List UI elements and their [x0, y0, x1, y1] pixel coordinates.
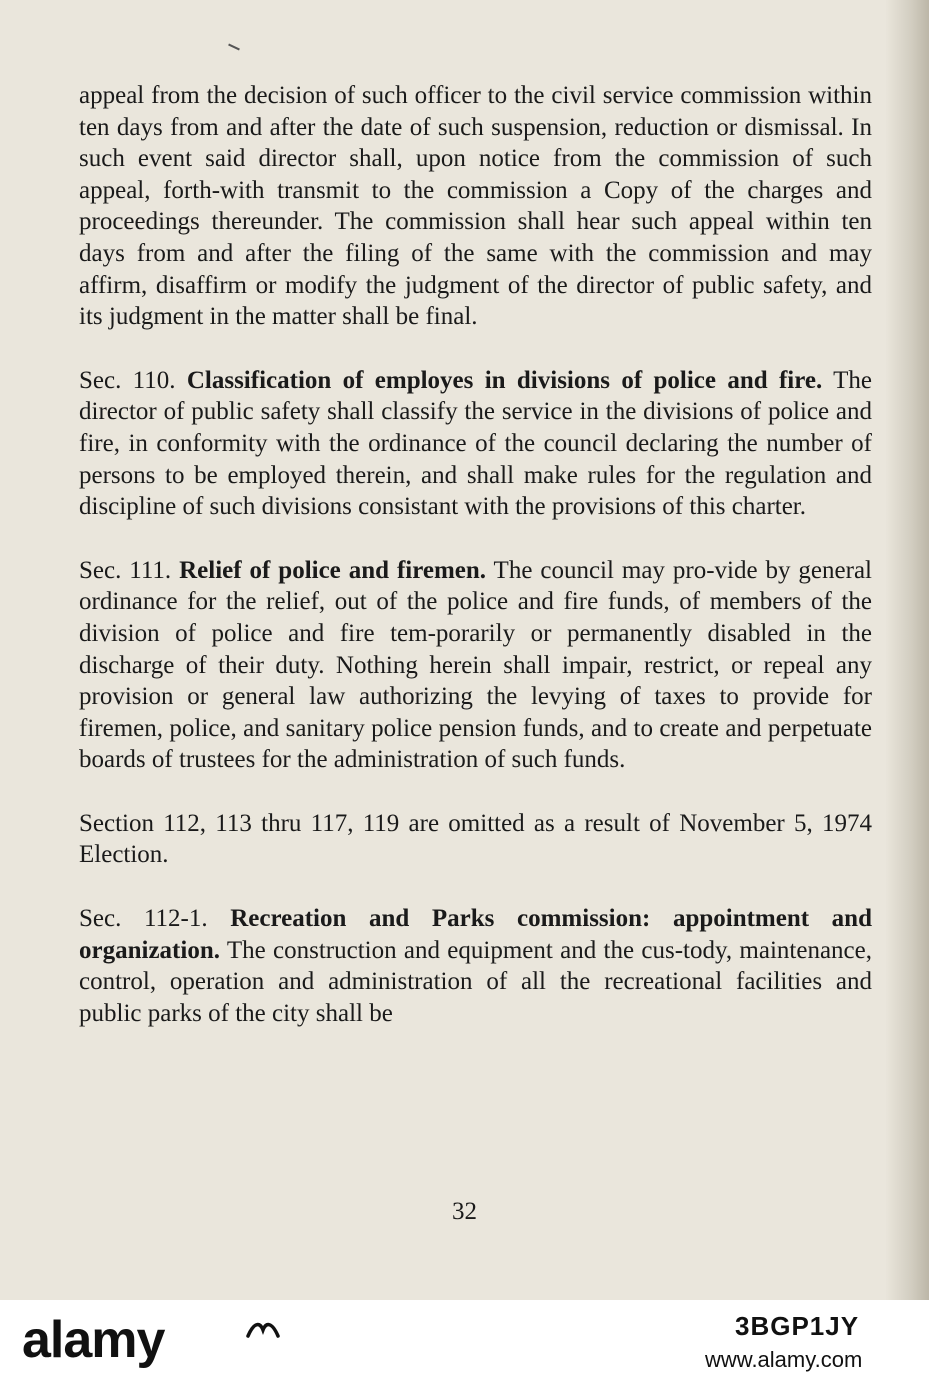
section-title: Classification of employes in divisions of police and fire. — [186, 366, 823, 394]
section-title: Recreation and Parks commission: appointment and organization. — [79, 905, 872, 964]
spine-shadow — [885, 0, 929, 1300]
page-number: 32 — [452, 1198, 477, 1225]
section-number: Sec. 112-1. — [79, 905, 231, 933]
paragraph-body: The director of public safety shall classify the service in the divisions of police and fire, in conformity with the ordinance of the council declaring the number of persons to be employed therein, and shall make rules for the regulation and discipline of such divisions consistant with the provisions of this charter. — [79, 366, 873, 521]
paragraph-body: appeal from the decision of such officer to the civil service commission within ten days from and after the date of such suspension, reduction or dismissal. In such event said director shall, upon notice from the commission of such appeal, forth-with transmit to the commission a Copy of the charges and proceedings thereunder. The commission shall hear such appeal within ten days from and after the filing of the same with the commission and may affirm, disaffirm or modify the judgment of the director of public safety, and its judgment in the matter shall be final. — [79, 82, 872, 331]
paragraph-omitted-note — [79, 808, 872, 871]
paragraph-body: Section 112, 113 thru 117, 119 are omitted as a result of November 5, 1974 Election. — [79, 809, 872, 869]
image-id: 3BGP1JY — [735, 1311, 860, 1341]
page-text — [79, 80, 872, 1061]
paragraph-continuation — [79, 80, 872, 333]
section-title: Relief of police and firemen. — [179, 556, 487, 584]
section-number: Sec. 110. — [79, 366, 187, 394]
site-url: www.alamy.com — [705, 1347, 863, 1372]
section-number: Sec. 111. — [79, 556, 180, 584]
paragraph-sec-111 — [79, 555, 872, 776]
pen-mark — [228, 44, 240, 51]
brand-logo-text: alamy — [22, 1311, 165, 1369]
alamy-logo-icon — [246, 1316, 280, 1342]
paragraph-body: The construction and equipment and the cus-tody, maintenance, control, operation and administration of all the recreational facilities and public parks of the city shall be — [79, 936, 872, 1027]
paragraph-sec-112-1 — [79, 903, 872, 1029]
paragraph-body: The council may pro-vide by general ordinance for the relief, out of the police and fire funds, of members of the division of police and fire tem-porarily or permanently disabled in the discharge of their duty. Nothing herein shall impair, restrict, or repeal any provision or general law authorizing the levying of taxes to provide for firemen, police, and sanitary police pension funds, and to create and perpetuate boards of trustees for the administration of such funds. — [79, 556, 872, 774]
paragraph-sec-110 — [79, 365, 872, 523]
